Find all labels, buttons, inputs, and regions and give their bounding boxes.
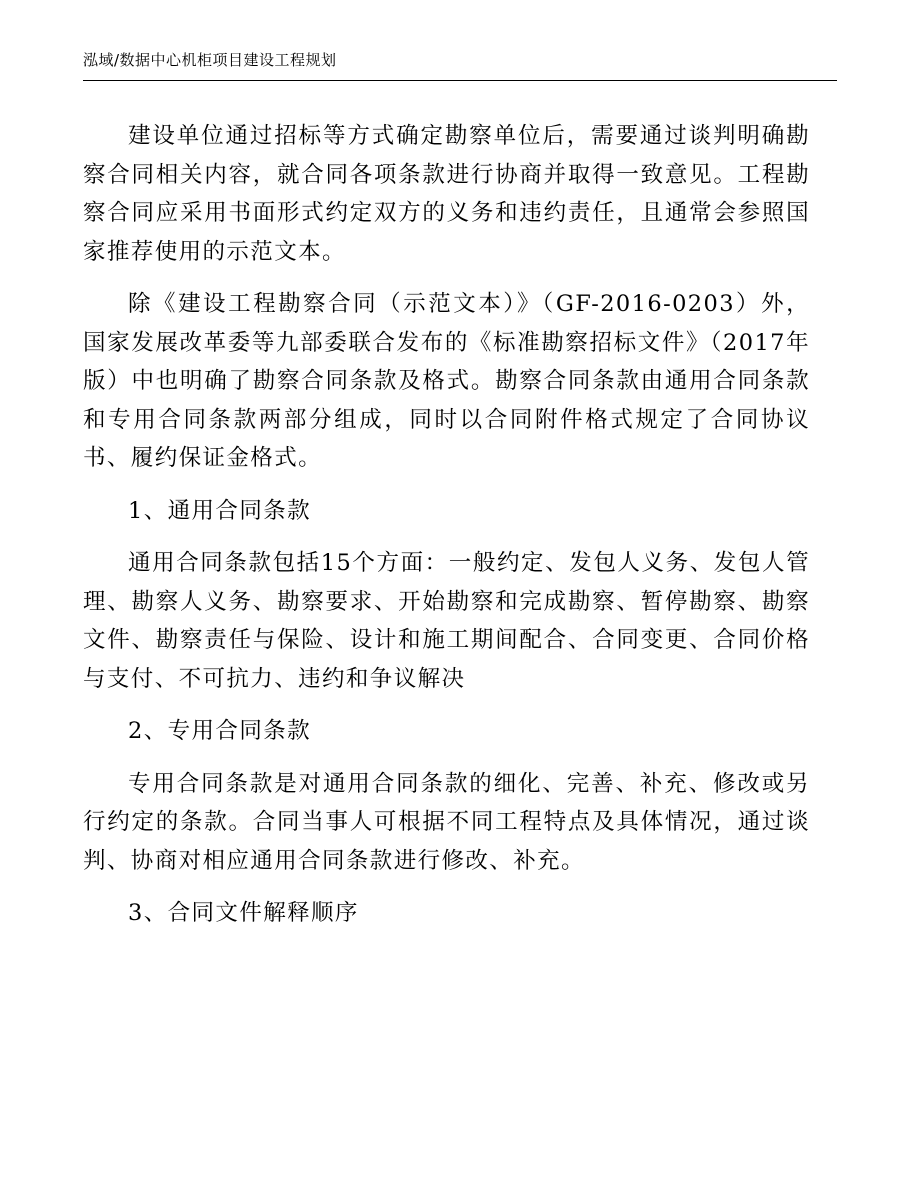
paragraph-general-terms: 通用合同条款包括15个方面：一般约定、发包人义务、发包人管理、勘察人义务、勘察要求、开始勘察和完成勘察、暂停勘察、勘察文件、勘察责任与保险、设计和施工期间配合、合同变更、合同价格与支付、不可抗力、违约和争议解决 bbox=[83, 550, 810, 692]
document-body bbox=[83, 117, 810, 947]
section-heading-special-terms: 2、专用合同条款 bbox=[128, 718, 312, 744]
paragraph-model-text: 除《建设工程勘察合同（示范文本）》（GF-2016-0203）外，国家发展改革委等九部委联合发布的《标准勘察招标文件》（2017年版）中也明确了勘察合同条款及格式。勘察合同条款由通用合同条款和专用合同条款两部分组成，同时以合同附件格式规定了合同协议书、履约保证金格式。 bbox=[83, 291, 810, 471]
section-heading-general-terms: 1、通用合同条款 bbox=[128, 497, 312, 524]
header-divider bbox=[83, 80, 837, 81]
running-header: 泓域/数据中心机柜项目建设工程规划 bbox=[83, 51, 337, 69]
paragraph-survey-contract-intro: 建设单位通过招标等方式确定勘察单位后，需要通过谈判明确勘察合同相关内容，就合同各项条款进行协商并取得一致意见。工程勘察合同应采用书面形式约定双方的义务和违约责任，且通常会参照国家推荐使用的示范文本。 bbox=[83, 123, 810, 265]
section-heading-interpretation-order: 3、合同文件解释顺序 bbox=[128, 900, 359, 926]
paragraph-special-terms: 专用合同条款是对通用合同条款的细化、完善、补充、修改或另行约定的条款。合同当事人可根据不同工程特点及具体情况，通过谈判、协商对相应通用合同条款进行修改、补充。 bbox=[83, 770, 810, 874]
